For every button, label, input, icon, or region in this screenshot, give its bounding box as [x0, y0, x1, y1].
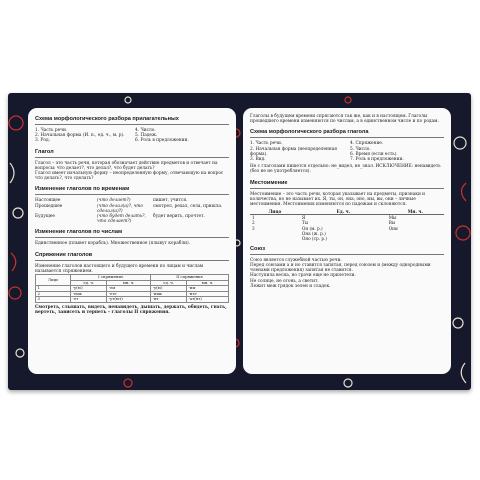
table-row — [36, 297, 229, 303]
ne-rule: Не с глаголами пишется отдельно: не_видел, не_знал. ИСКЛЮЧЕНИЕ: ненавидеть (без не не употребляется). — [250, 164, 441, 175]
table-cell: 2 — [252, 220, 255, 226]
list-item: Не солнце, не огонь, а светит. — [250, 278, 319, 284]
table-cell: -у(ю) — [71, 286, 107, 292]
tense-row — [35, 204, 229, 214]
tense-label: Прошедшее — [35, 203, 63, 209]
table-header: Ед. ч. — [300, 209, 387, 215]
list-item: 4. Число. — [135, 128, 156, 133]
table-cell: -ут(ют) — [107, 297, 151, 303]
table-cell: Ты — [301, 220, 309, 226]
table-cell: Я — [301, 215, 306, 221]
table-header: I спряжение — [71, 275, 151, 281]
scheme-col-1 — [35, 128, 129, 144]
conjugation-footer: Смотреть, слышать, видеть, ненавидеть, дышать, держать, обидеть, гнать, вертеть, зависеть и терпеть – глаголы II спряжения. — [35, 305, 227, 316]
left-page — [28, 108, 236, 374]
table-header: Мн. ч. — [387, 209, 444, 215]
list-item: 2. Начальная форма (И. п., ед. ч., м. р). — [35, 133, 125, 139]
adjective-scheme-title: Схема морфологического разбора прилагательных — [35, 116, 229, 125]
table-cell: -ишь — [151, 291, 187, 297]
table-header: Лицо — [36, 275, 71, 286]
table-cell: 1 — [36, 286, 71, 292]
tense-example: пишет, учится. — [153, 198, 188, 204]
book-cover — [8, 93, 471, 390]
tense-label: Настоящее — [35, 198, 61, 204]
table-cell: -ем — [107, 286, 151, 292]
list-item: 3. Род. — [35, 138, 50, 144]
table-header: ед. ч. — [151, 280, 187, 286]
union-title: Союз — [250, 246, 444, 255]
tense-question: (что делал(а)?, что сделал(а)?) — [97, 203, 143, 214]
verb-infinitive: Глагол имеет начальную форму – неопределенную форму, отвечающую на вопрос что делать?, что сделать? — [35, 171, 224, 182]
table-header: мн. ч. — [187, 280, 229, 286]
pronoun-table — [250, 209, 444, 241]
tense-example: будет верить, прочтет. — [153, 214, 205, 220]
list-item: 5. Число. — [350, 146, 371, 152]
table-cell: Вы — [388, 220, 396, 226]
scheme-col-2 — [135, 128, 229, 144]
table-cell: Мы — [388, 215, 397, 221]
list-item: Союз является служебной частью речи. — [250, 257, 342, 263]
list-item: 6. Роль в предложении. — [135, 138, 189, 144]
table-cell: 3 — [252, 225, 255, 231]
list-item: 1. Часть речи. — [35, 128, 68, 133]
table-cell: Оно (ср. р.) — [301, 235, 327, 241]
tenses-title: Изменение глаголов по временам — [35, 186, 229, 195]
tense-question: (что делает?) — [97, 198, 131, 204]
table-cell: -у(ю) — [151, 286, 187, 292]
tense-label: Будущее — [35, 214, 55, 220]
right-page — [243, 108, 451, 374]
pronoun-text: Местоимение – это часть речи, которая указывает на предметы, признаки и количества, но не называет их. Я, ты, он, она, оно, мы, вы, они – личные местоимения. Местоимения изменяются по падежам и склоняются. — [250, 191, 426, 208]
table-cell: 3 — [36, 297, 71, 303]
list-item: 5. Падеж. — [135, 133, 158, 139]
table-cell: Они — [388, 225, 398, 231]
list-item: Перед союзами а и но ставится запятая, перед союзом и (между однородными членами предложения) запятая не ставится. — [250, 263, 431, 274]
table-header: Лицо — [250, 209, 300, 215]
table-cell: Она (ж. р.) — [301, 230, 326, 236]
table-cell: -ит — [151, 297, 187, 303]
verb-future-intro: Глаголы в будущем времени спрягаются так же, как и в настоящем. Глаголы прошедшего времени изменяются по числам, а в единственном числе и по родам. — [250, 114, 439, 125]
table-cell: -ете — [107, 291, 151, 297]
scheme-col-2 — [350, 141, 444, 162]
table-cell: 1 — [252, 215, 255, 221]
tense-example: смотрел, рехал, села, пришла. — [153, 203, 223, 209]
table-cell: -ите — [187, 291, 229, 297]
table-header: мн. ч. — [107, 280, 151, 286]
verb-scheme-list — [250, 141, 444, 162]
verb-scheme-title: Схема морфологического разбора глагола — [250, 129, 444, 138]
list-item: 4. Спряжение. — [350, 141, 384, 147]
list-item: 7. Роль в предложении. — [350, 157, 404, 163]
conjugation-text: Изменение глаголов настоящего и будущего времени по лицам и числам называется спряжением. — [35, 263, 204, 274]
table-cell: -ат(ят) — [187, 297, 229, 303]
verb-definition: Глагол – это часть речи, которая обозначает действие предметов и отвечает на вопросы: что делает?, что делал?, что будет делать? — [35, 160, 218, 171]
list-item: Лежит меж грядок зелен и сладок. — [250, 283, 331, 289]
conjugation-title: Спряжение глаголов — [35, 252, 229, 261]
table-cell: 2 — [36, 291, 71, 297]
table-header: II спряжение — [151, 275, 229, 281]
scheme-col-1 — [250, 141, 344, 162]
table-cell: -ет — [71, 297, 107, 303]
conjugation-table — [35, 274, 229, 303]
tense-question: (что будет делать?, что сделает?) — [97, 214, 146, 225]
list-item: 3. Вид. — [250, 157, 266, 163]
table-cell: -ешь — [71, 291, 107, 297]
table-cell: -им — [187, 286, 229, 292]
table-header: ед. ч. — [71, 280, 107, 286]
table-cell: Он (м. р.) — [301, 225, 323, 231]
numbers-text: Единственное (плывет корабль). Множественное (плывут корабли). — [35, 241, 191, 247]
list-item: 1. Часть речи. — [250, 141, 283, 147]
list-item: Наступила весна, но грачи еще не прилетели. — [250, 273, 356, 279]
adjective-scheme-list — [35, 128, 229, 144]
pronoun-title: Местоимение — [250, 180, 444, 189]
list-item: 6. Время (если есть). — [350, 151, 398, 157]
verb-title: Глагол — [35, 149, 229, 158]
tense-row — [35, 214, 229, 224]
list-item: 2. Начальная форма (неопределенная форма). — [250, 146, 338, 157]
numbers-title: Изменение глаголов по числам — [35, 229, 229, 238]
